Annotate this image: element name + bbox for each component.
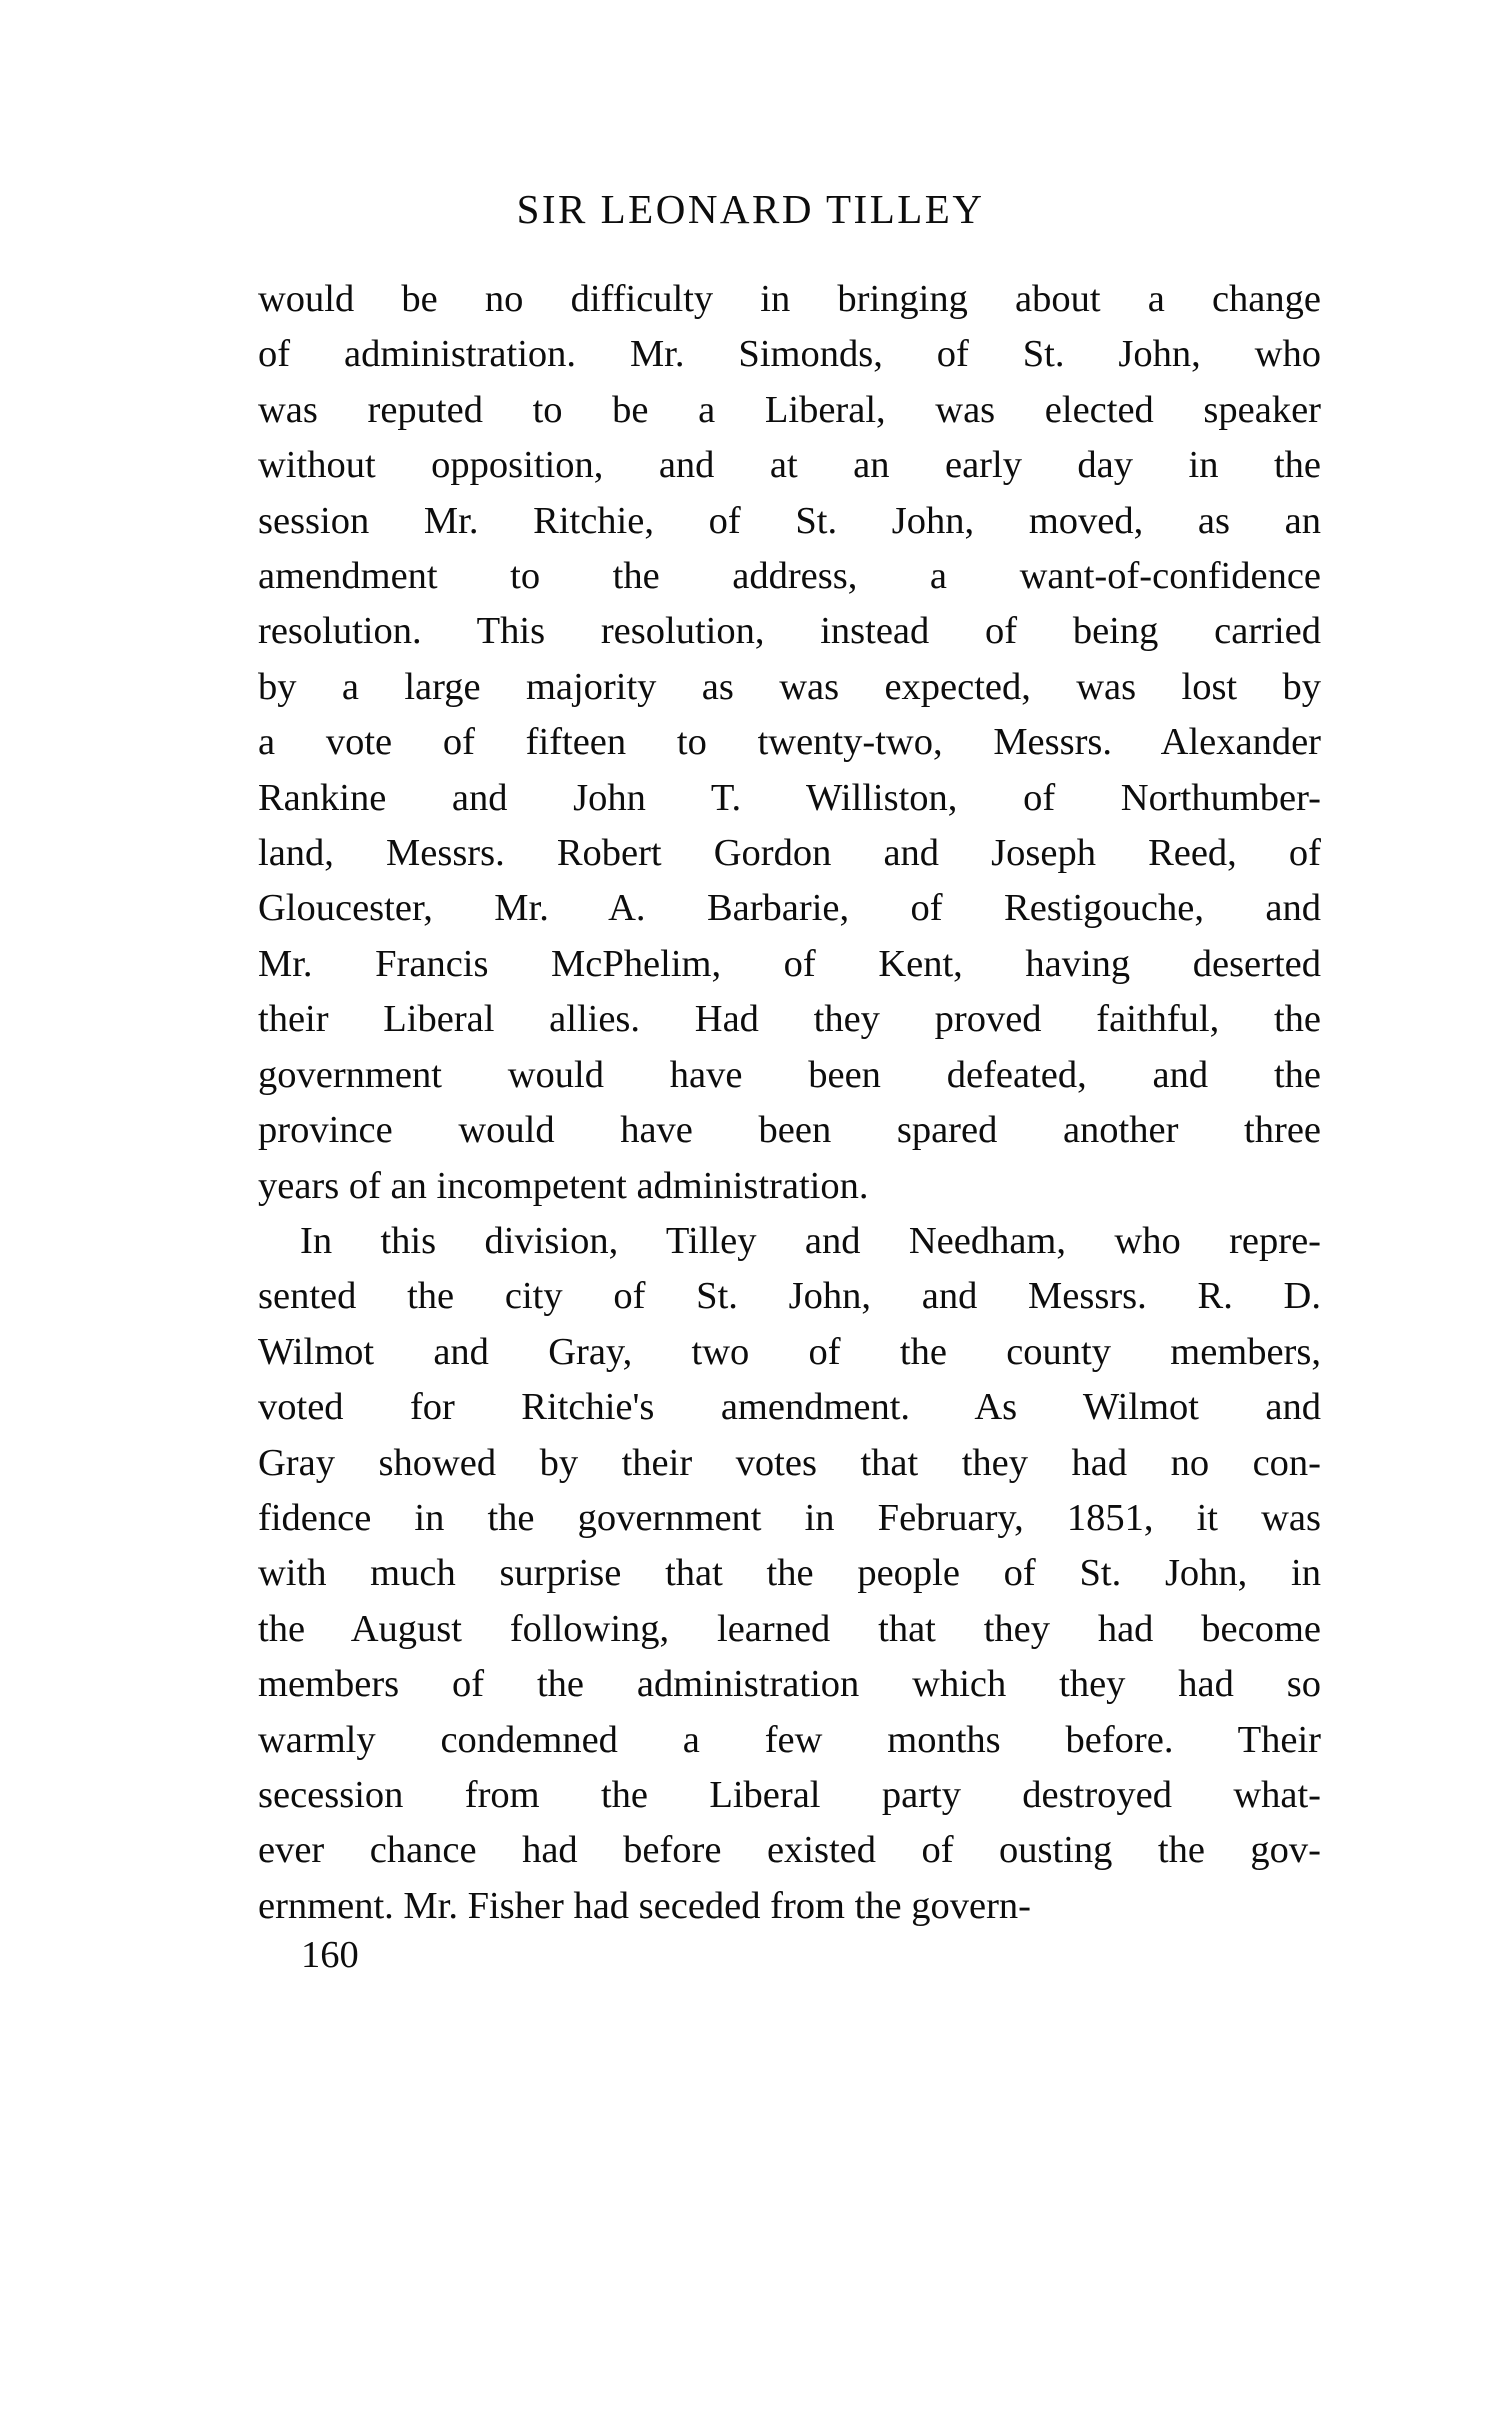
text-line: was reputed to be a Liberal, was elected speaker <box>258 388 1321 431</box>
text-line: government would have been defeated, and the <box>258 1053 1321 1096</box>
text-line: Gray showed by their votes that they had no con- <box>258 1441 1321 1484</box>
text-line: of administration. Mr. Simonds, of St. John, who <box>258 333 1321 376</box>
text-line: land, Messrs. Robert Gordon and Joseph Reed, of <box>258 832 1321 875</box>
text-line: voted for Ritchie's amendment. As Wilmot and <box>258 1386 1321 1429</box>
text-line: warmly condemned a few months before. Their <box>258 1718 1321 1761</box>
text-line: a vote of fifteen to twenty-two, Messrs. Alexander <box>258 721 1321 764</box>
text-line: by a large majority as was expected, was lost by <box>258 665 1321 708</box>
text-line: ernment. Mr. Fisher had seceded from the govern- <box>258 1884 1031 1927</box>
text-line: would be no difficulty in bringing about a change <box>258 278 1321 320</box>
text-line: resolution. This resolution, instead of being carried <box>258 610 1321 653</box>
page-number-value: 160 <box>301 1934 359 1976</box>
text-line: secession from the Liberal party destroyed what- <box>258 1773 1321 1816</box>
text-line: their Liberal allies. Had they proved faithful, the <box>258 998 1321 1041</box>
text-line: Mr. Francis McPhelim, of Kent, having deserted <box>258 942 1321 985</box>
text-line: members of the administration which they had so <box>258 1663 1321 1706</box>
text-line: Rankine and John T. Williston, of Northumber- <box>258 776 1321 819</box>
body-text <box>258 272 1321 1934</box>
text-line: amendment to the address, a want-of-confidence <box>258 555 1321 598</box>
text-line: In this division, Tilley and Needham, who repre- <box>300 1219 1321 1262</box>
text-line: session Mr. Ritchie, of St. John, moved, as an <box>258 499 1321 542</box>
text-line: province would have been spared another three <box>258 1109 1321 1152</box>
page-number <box>258 1933 1321 1977</box>
text-line: with much surprise that the people of St. John, in <box>258 1552 1321 1595</box>
text-line: Wilmot and Gray, two of the county members, <box>258 1330 1321 1373</box>
paragraph-2 <box>258 1214 1321 1934</box>
text-line: ever chance had before existed of ousting the gov- <box>258 1829 1321 1872</box>
text-line: Gloucester, Mr. A. Barbarie, of Restigouche, and <box>258 887 1321 930</box>
paragraph-1 <box>258 272 1321 1214</box>
text-line: without opposition, and at an early day in the <box>258 444 1321 487</box>
text-line: fidence in the government in February, 1851, it was <box>258 1496 1321 1539</box>
text-line: sented the city of St. John, and Messrs. R. D. <box>258 1275 1321 1318</box>
running-head: SIR LEONARD TILLEY <box>516 186 985 232</box>
text-line: the August following, learned that they had become <box>258 1607 1321 1650</box>
text-line: years of an incompetent administration. <box>258 1164 869 1207</box>
